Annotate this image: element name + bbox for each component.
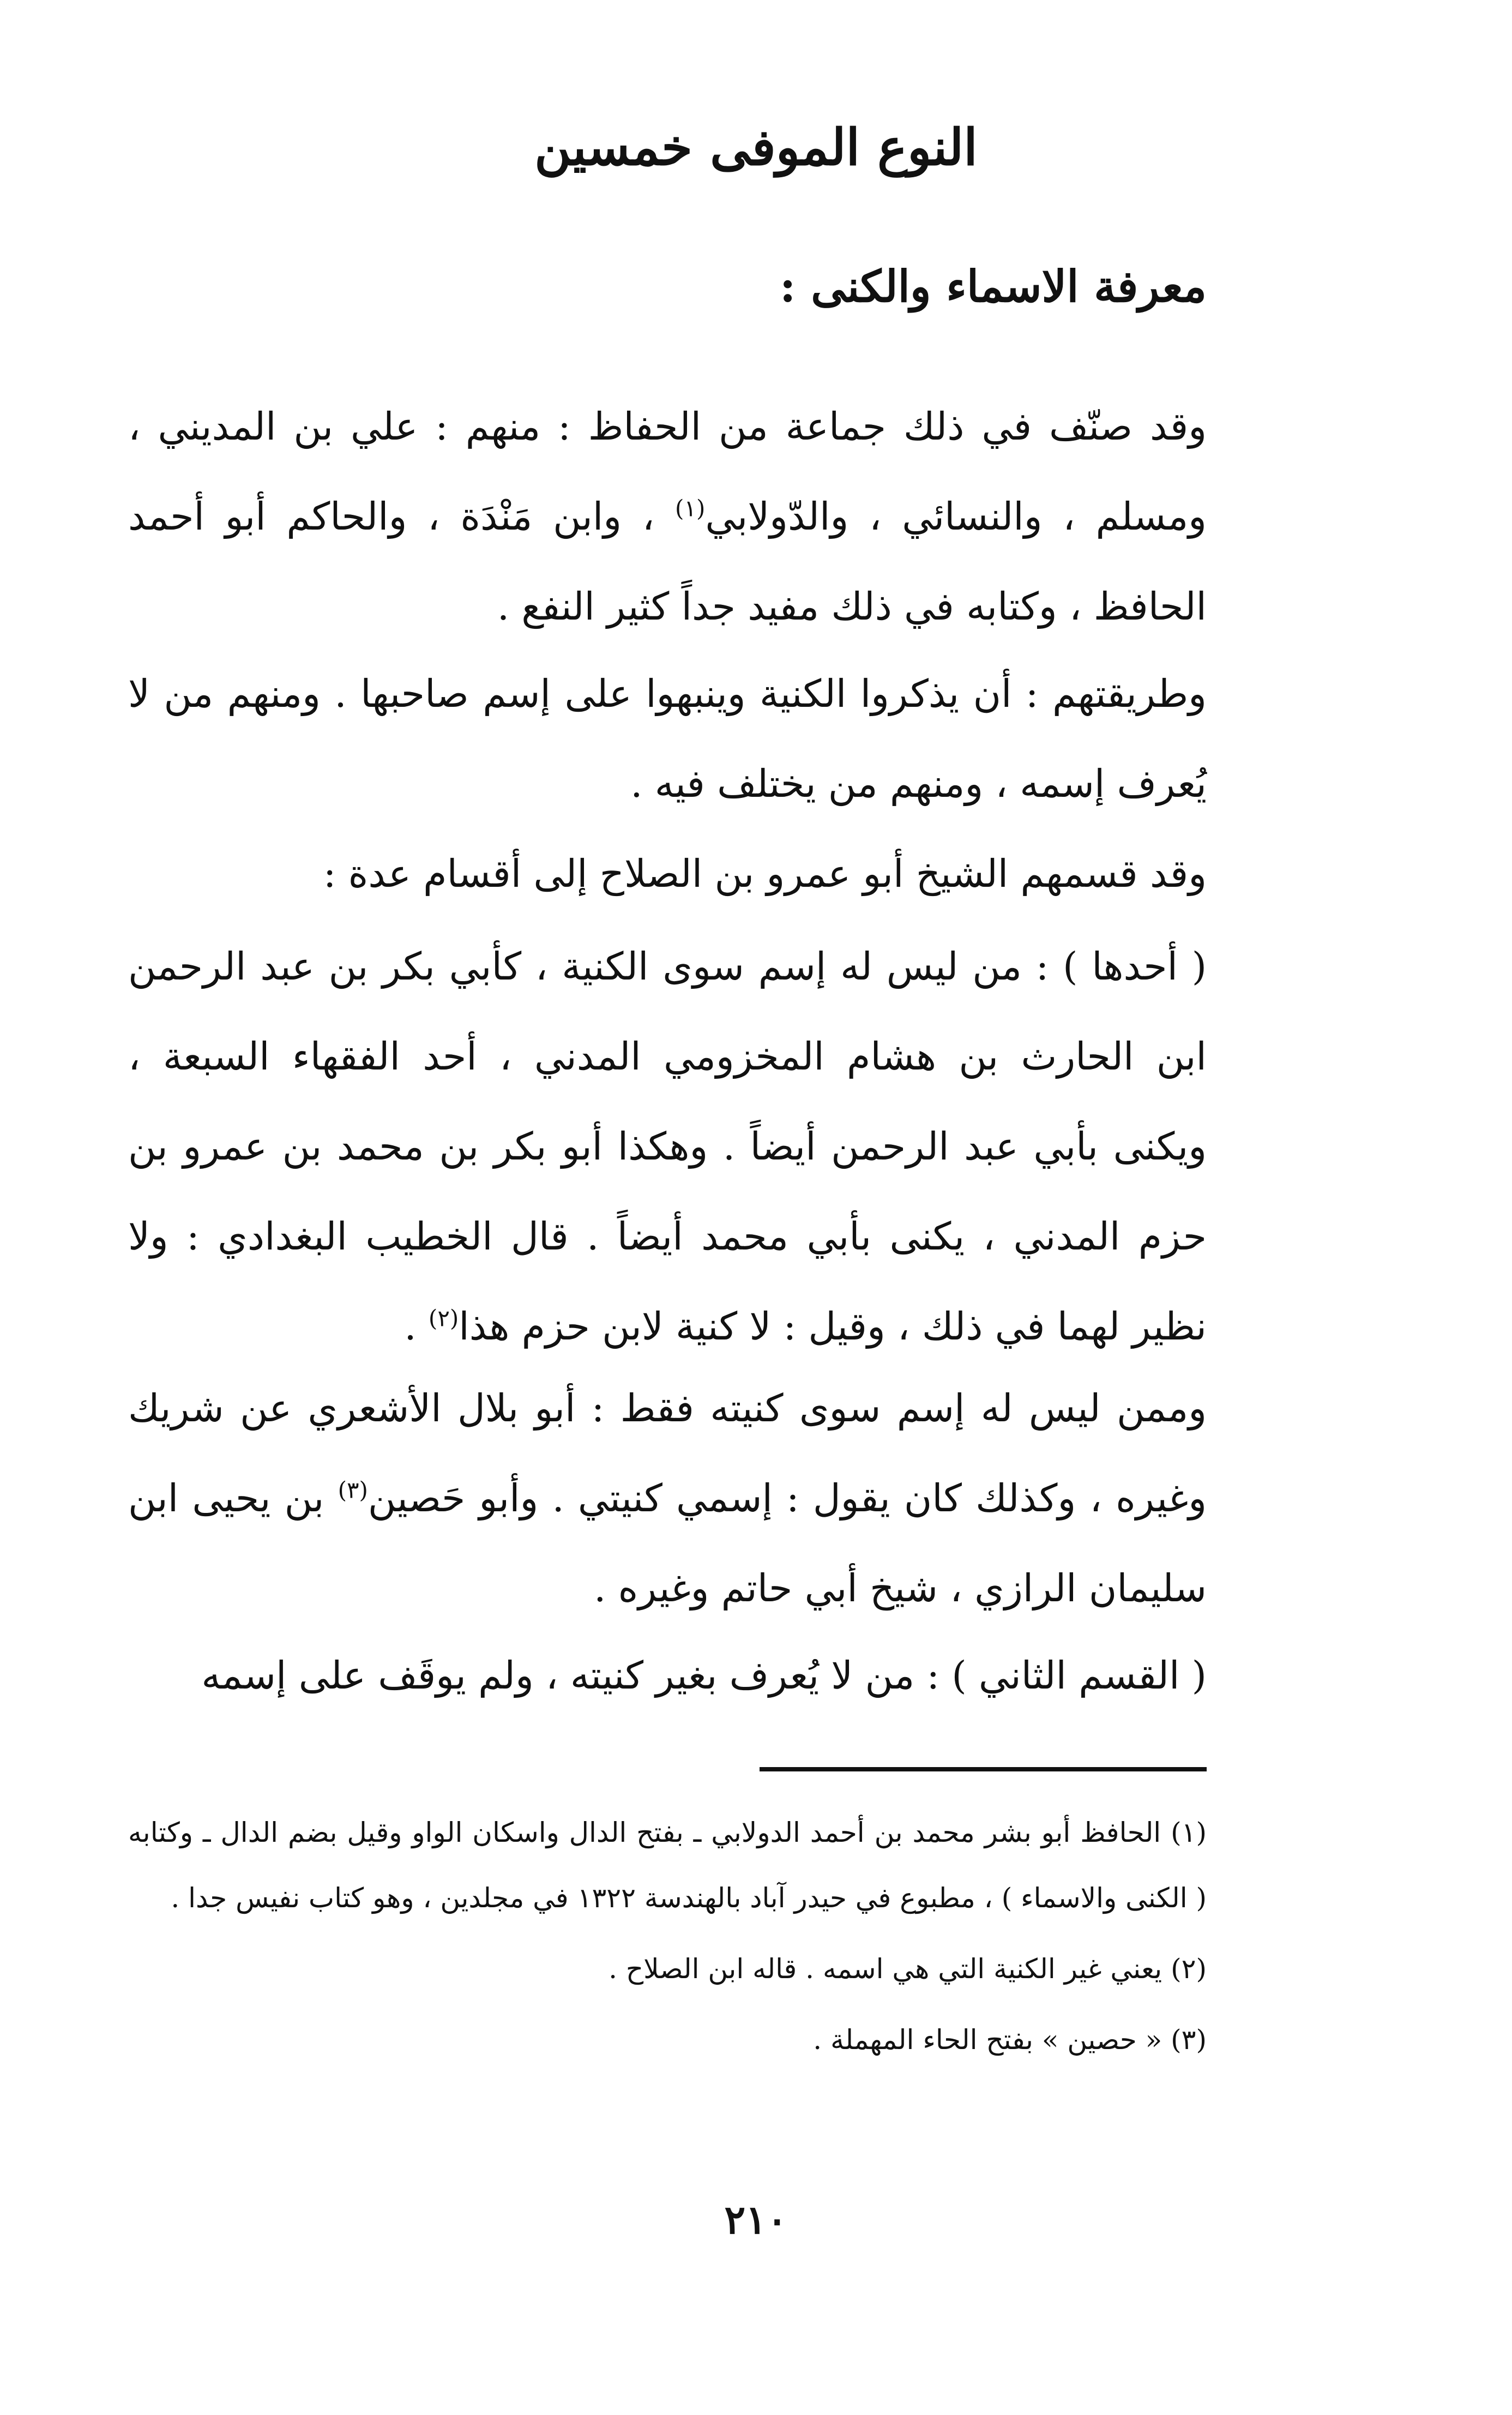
- paragraph-kunya-only: [128, 1363, 1207, 1633]
- paragraph-text: ، وابن مَنْدَة ، والحاكم أبو أحمد الحافظ ، وكتابه في ذلك مفيد جداً كثير النفع .: [128, 494, 1207, 629]
- page-number: ٢١٠: [724, 2196, 788, 2243]
- paragraph-divisions: [128, 829, 1207, 919]
- paragraph-first-section: [128, 922, 1207, 1372]
- footnote-ref-2[interactable]: (٢): [428, 1305, 459, 1332]
- footnote-3: (٣) « حصين » بفتح الحاء المهملة .: [813, 2024, 1207, 2056]
- footnote-ref-3[interactable]: (٣): [338, 1476, 368, 1504]
- paragraph-text: بن يحيى ابن سليمان الرازي ، شيخ أبي حاتم وغيره .: [128, 1476, 1207, 1611]
- section-heading: معرفة الاسماء والكنى :: [779, 261, 1207, 312]
- footnotes: [128, 1800, 1207, 2078]
- paragraph-second-section: [128, 1631, 1207, 1721]
- paragraph-text: ( القسم الثاني ) : من لا يُعرف بغير كنيته ، ولم يوقَف على إسمه: [201, 1653, 1207, 1698]
- footnote-divider: [760, 1767, 1207, 1771]
- paragraph-text: وقد قسمهم الشيخ أبو عمرو بن الصلاح إلى أقسام عدة :: [323, 851, 1207, 896]
- chapter-title: النوع الموفى خمسين: [534, 118, 978, 177]
- footnote-2: (٢) يعني غير الكنية التي هي اسمه . قاله ابن الصلاح .: [609, 1953, 1207, 1985]
- paragraph-authors: [128, 382, 1207, 652]
- paragraph-text: وقد صنّف في ذلك جماعة من الحفاظ : منهم : علي بن المديني ، ومسلم ، والنسائي ، والدّولابي: [128, 404, 1207, 539]
- paragraph-method: [128, 649, 1207, 829]
- footnote-1: (١) الحافظ أبو بشر محمد بن أحمد الدولابي ـ بفتح الدال واسكان الواو وقيل بضم الدال ـ وكتابه ( الكنى والاسماء ) ، مطبوع في حيدر آباد بالهندسة ١٣٢٢ في مجلدين ، وهو كتاب نفيس جدا .: [128, 1817, 1207, 1914]
- paragraph-text: وطريقتهم : أن يذكروا الكنية وينبهوا على إسم صاحبها . ومنهم من لا يُعرف إسمه ، ومنهم من يختلف فيه .: [128, 671, 1207, 806]
- paragraph-text: وممن ليس له إسم سوى كنيته فقط : أبو بلال الأشعري عن شريك وغيره ، وكذلك كان يقول : إسمي كنيتي . وأبو حَصين: [128, 1386, 1207, 1521]
- paragraph-text: .: [404, 1304, 429, 1349]
- footnote-ref-1[interactable]: (١): [675, 495, 706, 522]
- paragraph-text: ( أحدها ) : من ليس له إسم سوى الكنية ، كأبي بكر بن عبد الرحمن ابن الحارث بن هشام المخزومي المدني ، أحد الفقهاء السبعة ، ويكنى بأبي عبد الرحمن أيضاً . وهكذا أبو بكر بن محمد بن عمرو بن حزم المدني ، يكنى بأبي محمد أيضاً . قال الخطيب البغدادي : ولا نظير لهما في ذلك ، وقيل : لا كنية لابن حزم هذا: [128, 944, 1207, 1349]
